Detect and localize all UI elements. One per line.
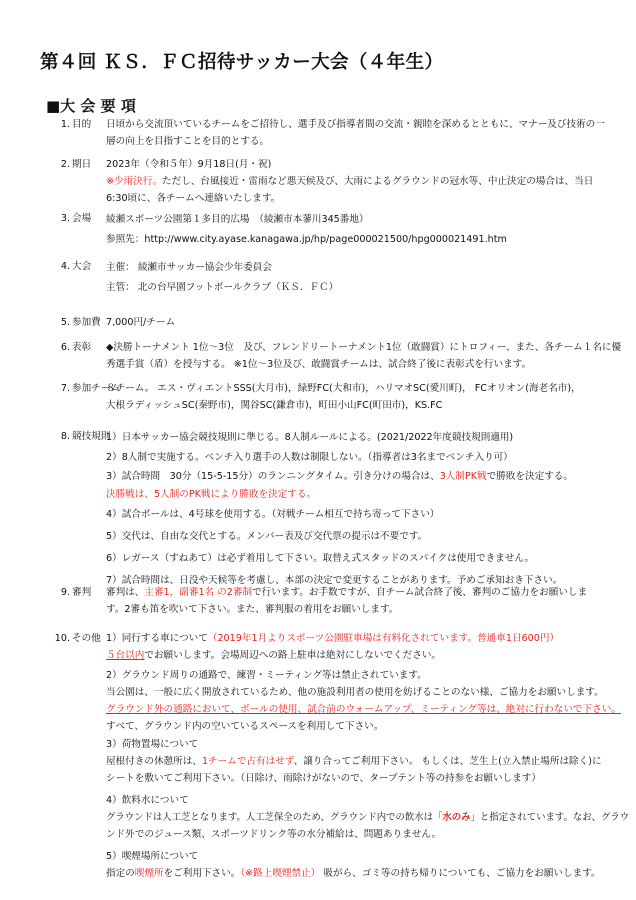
section-header: ■大 会 要 項 — [46, 97, 136, 115]
other-1 — [106, 630, 606, 647]
event-date: 2023年（令和５年）9月18日(月・祝) — [106, 159, 272, 170]
rule-7: 7）試合時間は、日没や天候等を考慮し、本部の決定で変更することがあります。予めご承知おき下さい。 — [106, 575, 563, 586]
street-smoking-ban: （※路上喫煙禁止） — [240, 868, 321, 879]
text-line: ８チーム。 エス・ヴィエントSSS(大月市)，緑野FC(大和市)，ハリマオSC(愛川町)， FCオリオン(海老名市)， — [106, 383, 581, 394]
water-only: 水のみ — [442, 812, 471, 823]
item-content — [106, 339, 622, 373]
text-line: ンド外でのジュース類、スポーツドリンク等の水分補給は、問題ありません。 — [106, 829, 442, 840]
rule-3 — [106, 468, 606, 486]
text-fragment: をご利用下さい。 — [163, 868, 241, 879]
text-line: 6:30頃に、各チームへ連絡いたします。 — [106, 193, 281, 204]
text-line — [106, 809, 630, 826]
item-label: 期日 — [72, 159, 92, 170]
rain-notice: ※少雨決行。 — [106, 176, 163, 187]
text-fragment: 」と指定されています。なお、グラウ — [470, 812, 630, 823]
rule-5: 5）交代は、自由な交代とする。メンバー表及び交代票の提示は不要です。 — [106, 531, 428, 542]
text-line: ◆決勝トーナメント 1位～3位 及び、フレンドリートーナメント1位（敢闘賞）にトロフィー、また、各チーム１名に優 — [106, 342, 622, 353]
text-line: すべて、グラウンド内の空いているスペースを利用して下さい。 — [106, 721, 384, 732]
text-line: シートを敷いてご利用下さい。（日除け、雨除けがないので、タープテント等の持参をお願いします） — [106, 773, 541, 784]
item-label: 参加費 — [72, 317, 101, 328]
car-limit: ５台以内 — [106, 650, 145, 661]
text-line: 層の向上を目指すことを目的とする。 — [106, 136, 270, 147]
item-number: 7. — [60, 383, 70, 394]
text-fragment: 1）同行する車について — [106, 633, 208, 644]
item-content — [106, 156, 606, 207]
rule-2: 2）8人制で実施する。ベンチ入り選手の人数は制限しない。（指導者は3名までベンチ入り可） — [106, 452, 513, 463]
text-fragment: で行います。お手数ですが、自チーム試合終了後、審判のご協力をお願いしま — [252, 587, 588, 598]
text-fragment: で勝敗を決定する。 — [486, 471, 573, 482]
text-line — [106, 865, 606, 882]
rule-1: 1）日本サッカー協会競技規則に準じる。8人制ルールによる。(2021/2022年度競技規則適用) — [106, 432, 514, 443]
item-content — [106, 584, 606, 618]
item-number: 6. — [60, 342, 70, 353]
text-line: 秀選手賞（盾）を授与する。 ※1位～3位及び、敢闘賞チームは、試合終了後に表彰式を行います。 — [106, 359, 532, 370]
item-number: 10. — [54, 633, 70, 644]
text-fragment: 3）試合時間 30分（15-5-15分）のランニングタイム。引き分けの場合は、 — [106, 471, 440, 482]
text-line: す。2審も笛を吹いて下さい。また、審判服の着用をお願いします。 — [106, 604, 399, 615]
text-line: 大根ラディッシュSC(秦野市)，関谷SC(鎌倉市)，町田小山FC(町田市)，KS.FC — [106, 400, 443, 411]
text-fragment: でお願いします。会場周辺への路上駐車は絶対にしないでください。 — [144, 650, 442, 661]
item-label: 審判 — [72, 587, 92, 598]
text-fragment: ただし、台風接近・雷雨など悪天候及び、大雨によるグラウンドの冠水等、中止決定の場合は、当日 — [162, 176, 594, 187]
venue-reference-url: 参照先：http://www.city.ayase.kanagawa.jp/hp/page000021500/hpg000021491.htm — [106, 234, 507, 245]
item-number: 1. — [60, 119, 70, 130]
page-title: 第４回 ＫＳ．ＦＣ招待サッカー大会（４年生） — [40, 52, 444, 73]
text-line: 当公園は、一般に広く開放されているため、他の施設利用者の使用を妨げることのない様、ご協力をお願いします。 — [106, 687, 604, 698]
venue-name: 綾瀬スポーツ公園第１多目的広場 （綾瀬市本蓼川345番地） — [106, 214, 369, 225]
item-number: 4. — [60, 261, 70, 272]
item-label: 目的 — [72, 119, 92, 130]
text-line — [106, 584, 606, 601]
item-content — [106, 630, 630, 882]
other-2: 2）グラウンド周りの通路で、練習・ミーティング等は禁止されています。 — [106, 670, 427, 681]
item-number: 2. — [60, 159, 70, 170]
item-number: 5. — [60, 317, 70, 328]
host-label: 主催： — [106, 262, 135, 273]
text-line — [106, 647, 606, 664]
corridor-prohibition: グラウンド外の通路において、ボールの使用、試合前のウォームアップ、ミーティング等は、絶対に行わないで下さい。 — [106, 704, 621, 715]
item-content — [106, 258, 606, 298]
text-fragment: 指定の — [106, 868, 135, 879]
item-number: 3. — [60, 213, 70, 224]
item-label: 参加チーム — [72, 383, 120, 394]
other-5: 5）喫煙場所について — [106, 851, 199, 862]
text-fragment: グラウンドは人工芝となります。人工芝保全のため、グラウンド内での飲水は「 — [106, 812, 443, 823]
item-label: 表彰 — [72, 342, 92, 353]
item-content — [106, 116, 606, 150]
shelter-notice: 1チームで占有はせず — [201, 756, 294, 767]
text-fragment: 審判は、 — [106, 587, 145, 598]
manager-value: 北の台早園フットボールクラブ（ＫＳ．ＦＣ） — [137, 282, 339, 293]
manager-line — [106, 278, 606, 298]
text-line — [106, 173, 606, 190]
host-line — [106, 258, 606, 278]
smoking-area: 喫煙所 — [134, 868, 164, 879]
item-label: 大会 — [72, 261, 92, 272]
pk-format: 3人制PK戦 — [439, 471, 487, 482]
final-pk-notice: 決勝戦は、5人制のPK戦により勝敗を決定する。 — [106, 489, 317, 500]
text-fragment: 屋根付きの休憩所は、 — [106, 756, 202, 767]
rule-4: 4）試合ボールは、4号球を使用する。（対戦チーム相互で持ち寄って下さい） — [106, 509, 440, 520]
item-label: 競技規則 — [72, 431, 111, 442]
referee-system: 主審1，副審1名 の2審制 — [144, 587, 253, 598]
manager-label: 主管： — [106, 282, 135, 293]
item-content — [106, 428, 606, 592]
rule-6: 6）レガース（すねあて）は必ず着用して下さい。取替え式スタッドのスパイクは使用できません。 — [106, 553, 535, 564]
item-number: 8. — [60, 431, 70, 442]
item-label: 会場 — [72, 213, 92, 224]
other-3: 3）荷物置場について — [106, 739, 199, 750]
other-4: 4）飲料水について — [106, 795, 189, 806]
parking-fee-notice: （2019年1月よりスポーツ公園駐車場は有料化されています。普通車1日600円） — [207, 633, 560, 644]
host-value: 綾瀬市サッカー協会少年委員会 — [137, 262, 272, 273]
item-content — [106, 380, 606, 414]
text-fragment: 吸がら、ゴミ等の持ち帰りについても、ご協力をお願いします。 — [323, 868, 601, 879]
item-label: その他 — [72, 633, 101, 644]
text-fragment: 、譲り合ってご利用下さい。 もしくは、芝生上(立入禁止場所は除く)に — [293, 756, 602, 767]
text-line — [106, 753, 606, 770]
item-content — [106, 210, 606, 250]
item-number: 9. — [60, 587, 70, 598]
item-content — [106, 314, 606, 331]
fee-value: 7,000円/チーム — [106, 317, 176, 328]
text-line: 日頃から交流頂いているチームをご招待し、選手及び指導者間の交流・親睦を深めるとともに、マナー及び技術の一 — [106, 119, 605, 130]
